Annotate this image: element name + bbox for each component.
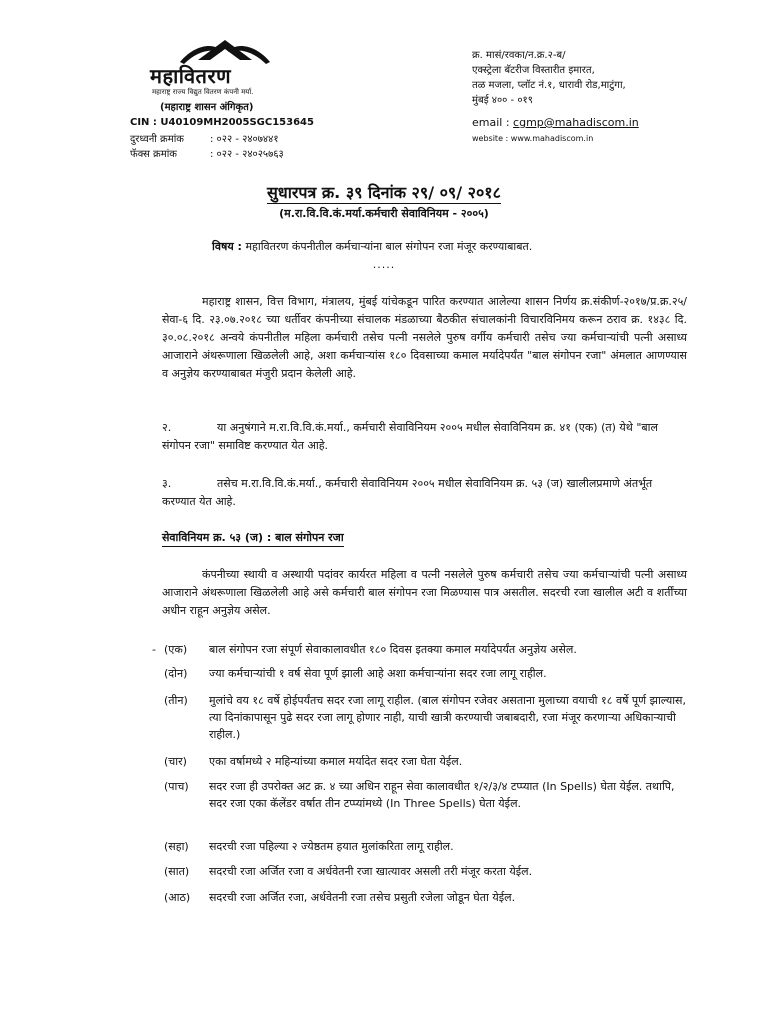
item-text: मुलांचे वय १८ वर्षे होईपर्यंतच सदर रजा लागू राहील. (बाल संगोपन रजेवर असताना मुलाच्या वयाची १८ वर्षे पूर्ण झाल्यास, त्या दिनांकापासून पुढे सदर रजा लागू होणार नाही, याची खात्री करण्याची जबाबदारी, रजा मंजूर करणाऱ्या अधिकाऱ्याची राहील.) bbox=[209, 694, 686, 741]
item-text: ज्या कर्मचाऱ्यांची १ वर्ष सेवा पूर्ण झाली आहे अशा कर्मचाऱ्यांना सदर रजा लागू राहील. bbox=[209, 667, 547, 680]
item-text: एका वर्षामध्ये २ महिन्यांच्या कमाल मर्यादेत सदर रजा घेता येईल. bbox=[209, 755, 463, 768]
paragraph-4 bbox=[162, 566, 687, 620]
address-block bbox=[472, 48, 626, 108]
address-line: मुंबई ४०० - ०१९ bbox=[472, 95, 533, 106]
phone-row bbox=[130, 131, 279, 145]
paragraph-3 bbox=[162, 475, 687, 511]
item-text: सदर रजा ही उपरोक्त अट क्र. ४ च्या अधिन राहून सेवा कालावधीत १/२/३/४ टप्प्यात (In Spells) घेता येईल. तथापि, सदर रजा एका कॅलेंडर वर्षात तीन टप्प्यांमध्ये (In Three Spells) घेता येईल. bbox=[209, 780, 675, 810]
item-marker: (तीन) bbox=[164, 694, 188, 707]
condition-item bbox=[164, 641, 689, 658]
subject-label: विषय : bbox=[212, 240, 242, 253]
item-text: सदरची रजा अर्जित रजा, अर्धवेतनी रजा तसेच प्रसुती रजेला जोडून घेता येईल. bbox=[209, 891, 516, 904]
doc-title-wrap bbox=[0, 181, 768, 203]
address-line: एक्स्ट्रेला बॅटरीज विस्तारीत इमारत, bbox=[472, 65, 595, 76]
item-text: सदरची रजा अर्जित रजा व अर्धवेतनी रजा खात्यावर असली तरी मंजूर करता येईल. bbox=[209, 865, 533, 878]
item-text: बाल संगोपन रजा संपूर्ण सेवाकालावधीत १८० दिवस इतक्या कमाल मर्यादेपर्यंत अनुज्ञेय असेल. bbox=[209, 643, 577, 656]
paragraph-text: तसेच म.रा.वि.वि.कं.मर्या., कर्मचारी सेवाविनियम २००५ मधील सेवाविनियम क्र. ५३ (ज) खालीलप्रमाणे अंतर्भूत करण्यात येत आहे. bbox=[162, 477, 653, 508]
address-line: क्र. मासं/रवका/न.क्र.२-ब/ bbox=[472, 50, 566, 61]
condition-item bbox=[164, 753, 689, 770]
item-marker: (सहा) bbox=[164, 840, 189, 853]
condition-item bbox=[164, 889, 689, 906]
condition-item bbox=[164, 692, 689, 743]
org-tagline: महाराष्ट्र राज्य विद्युत वितरण कंपनी मर्या. bbox=[152, 88, 254, 96]
separator-dots: ..... bbox=[372, 258, 396, 271]
paragraph-1 bbox=[162, 293, 687, 383]
item-text: सदरची रजा पहिल्या २ ज्येष्ठतम हयात मुलांकरिता लागू राहील. bbox=[209, 840, 454, 853]
paragraph-2 bbox=[162, 419, 687, 455]
paragraph-text: कंपनीच्या स्थायी व अस्थायी पदांवर कार्यरत महिला व पत्नी नसलेले पुरुष कर्मचारी तसेच ज्या कर्मचाऱ्यांची पत्नी असाध्य आजाराने अंथरूणाला खिळलेली आहे असे कर्मचारी बाल संगोपन रजा मिळण्यास पात्र असतील. सदरची रजा खालील अटी व शर्तींच्या अधीन राहून अनुज्ञेय असेल. bbox=[162, 568, 687, 617]
item-marker: (चार) bbox=[164, 755, 187, 768]
email-row bbox=[472, 116, 639, 129]
paragraph-text: या अनुषंगाने म.रा.वि.वि.कं.मर्या., कर्मचारी सेवाविनियम २००५ मधील सेवाविनियम क्र. ४१ (एक) (त) येथे "बाल संगोपन रजा" समाविष्ट करण्यात येत आहे. bbox=[162, 421, 658, 452]
condition-item bbox=[164, 665, 689, 682]
email-label: email : bbox=[472, 116, 514, 129]
item-marker: (एक) bbox=[164, 643, 188, 656]
phone-label: दुरध्वनी क्रमांक bbox=[130, 134, 184, 145]
subject-line bbox=[212, 239, 532, 254]
condition-item bbox=[164, 838, 689, 855]
item-marker: (सात) bbox=[164, 865, 190, 878]
doc-subtitle: (म.रा.वि.वि.कं.मर्या.कर्मचारी सेवाविनियम - २००५) bbox=[279, 207, 489, 220]
cin-number: CIN : U40109MH2005SGC153645 bbox=[130, 117, 314, 128]
paragraph-number: ३. bbox=[162, 477, 172, 490]
website-text: website : www.mahadiscom.in bbox=[472, 134, 594, 143]
phone-value: : ०२२ - २४०७४४१ bbox=[210, 134, 279, 145]
item-marker: (दोन) bbox=[164, 667, 188, 680]
item-marker: (आठ) bbox=[164, 891, 191, 904]
bullet-dash: - bbox=[152, 643, 156, 656]
item-marker: (पाच) bbox=[164, 780, 189, 793]
fax-value: : ०२२ - २४०२५७६३ bbox=[210, 149, 284, 160]
fax-label: फॅक्स क्रमांक bbox=[130, 149, 177, 160]
paragraph-text: महाराष्ट्र शासन, वित्त विभाग, मंत्रालय, मुंबई यांचेकडून पारित करण्यात आलेल्या शासन निर्णय क्र.संकीर्ण-२०१७/प्र.क्र.२५/सेवा-६ दि. २३.०७.२०१८ च्या धर्तीवर कंपनीच्या संचालक मंडळाच्या बैठकीत संचालकांनी विचारविनिमय करून ठराव क्र. १४३८ दि. ३०.०८.२०१८ अन्वये कंपनीतील महिला कर्मचारी तसेच पत्नी नसलेले पुरुष वर्गीय कर्मचारी तसेच ज्या कर्मचाऱ्यांची पत्नी असाध्य आजाराने अंथरूणाला खिळलेली आहे, अशा कर्मचाऱ्यांस १८० दिवसाच्या कमाल मर्यादेपर्यंत "बाल संगोपन रजा" अंमलात आणण्यास व अनुज्ञेय करण्याबाबत मंजुरी प्रदान केलेली आहे. bbox=[162, 295, 687, 380]
paragraph-number: २. bbox=[162, 421, 172, 434]
condition-item bbox=[164, 778, 689, 812]
section-heading: सेवाविनियम क्र. ५३ (ज) : बाल संगोपन रजा bbox=[162, 530, 344, 547]
subject-text: महावितरण कंपनीतील कर्मचाऱ्यांना बाल संगोपन रजा मंजूर करण्याबाबत. bbox=[245, 240, 533, 253]
org-name: महावितरण bbox=[150, 64, 232, 88]
gov-note: (महाराष्ट्र शासन अंगिकृत) bbox=[160, 102, 254, 113]
condition-item bbox=[164, 863, 689, 880]
doc-title: सुधारपत्र क्र. ३९ दिनांक २९/ ०९/ २०१८ bbox=[267, 183, 501, 202]
fax-row bbox=[130, 146, 284, 160]
email-link[interactable]: cgmp@mahadiscom.in bbox=[513, 116, 639, 129]
address-line: तळ मजला, प्लॉट नं.१, धारावी रोड,माटुंगा, bbox=[472, 80, 626, 91]
